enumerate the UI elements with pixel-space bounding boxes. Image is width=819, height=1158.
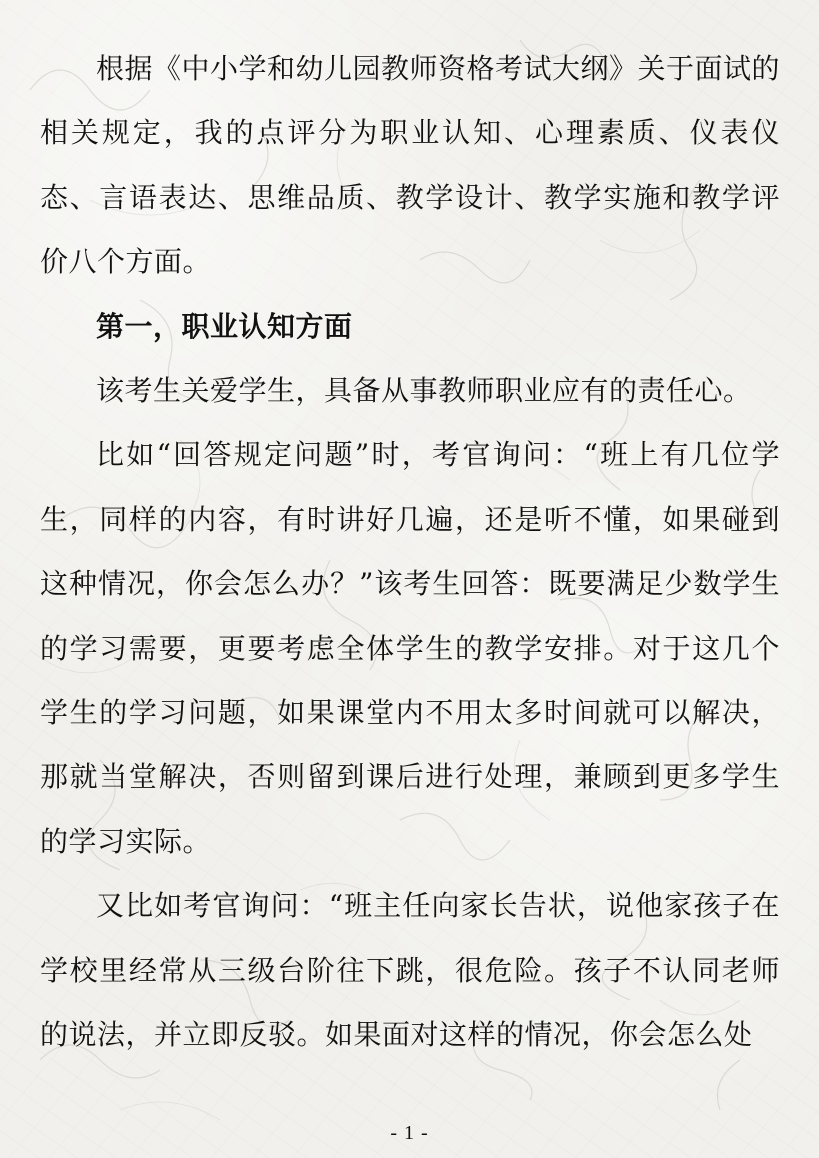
- page-number: - 1 -: [390, 1122, 429, 1144]
- career-cognition-summary: 该考生关爱学生，具备从事教师职业应有的责任心。: [96, 374, 752, 408]
- example-paragraph-1: 比如“回答规定问题”时，考官询问：“班上有几位学生，同样的内容，有时讲好几遍，还是听不懂，如果碰到这种情况，你会怎么办？”该考生回答：既要满足少数学生的学习需要，更要考虑全体学生的教学安排。对于这几个学生的学习问题，如果课堂内不用太多时间就可以解决，那就当堂解决，否则留到课后进行处理，兼顾到更多学生的学习实际。: [40, 438, 780, 858]
- intro-paragraph: 根据《中小学和幼儿园教师资格考试大纲》关于面试的相关规定，我的点评分为职业认知、心理素质、仪表仪态、言语表达、思维品质、教学设计、教学实施和教学评价八个方面。: [40, 52, 781, 279]
- example-paragraph-2: 又比如考官询问：“班主任向家长告状，说他家孩子在学校里经常从三级台阶往下跳，很危险。孩子不认同老师的说法，并立即反驳。如果面对这样的情况，你会怎么处: [40, 889, 780, 1052]
- document-body: [40, 37, 780, 1068]
- section-heading-career-cognition: 第一，职业认知方面: [96, 309, 353, 343]
